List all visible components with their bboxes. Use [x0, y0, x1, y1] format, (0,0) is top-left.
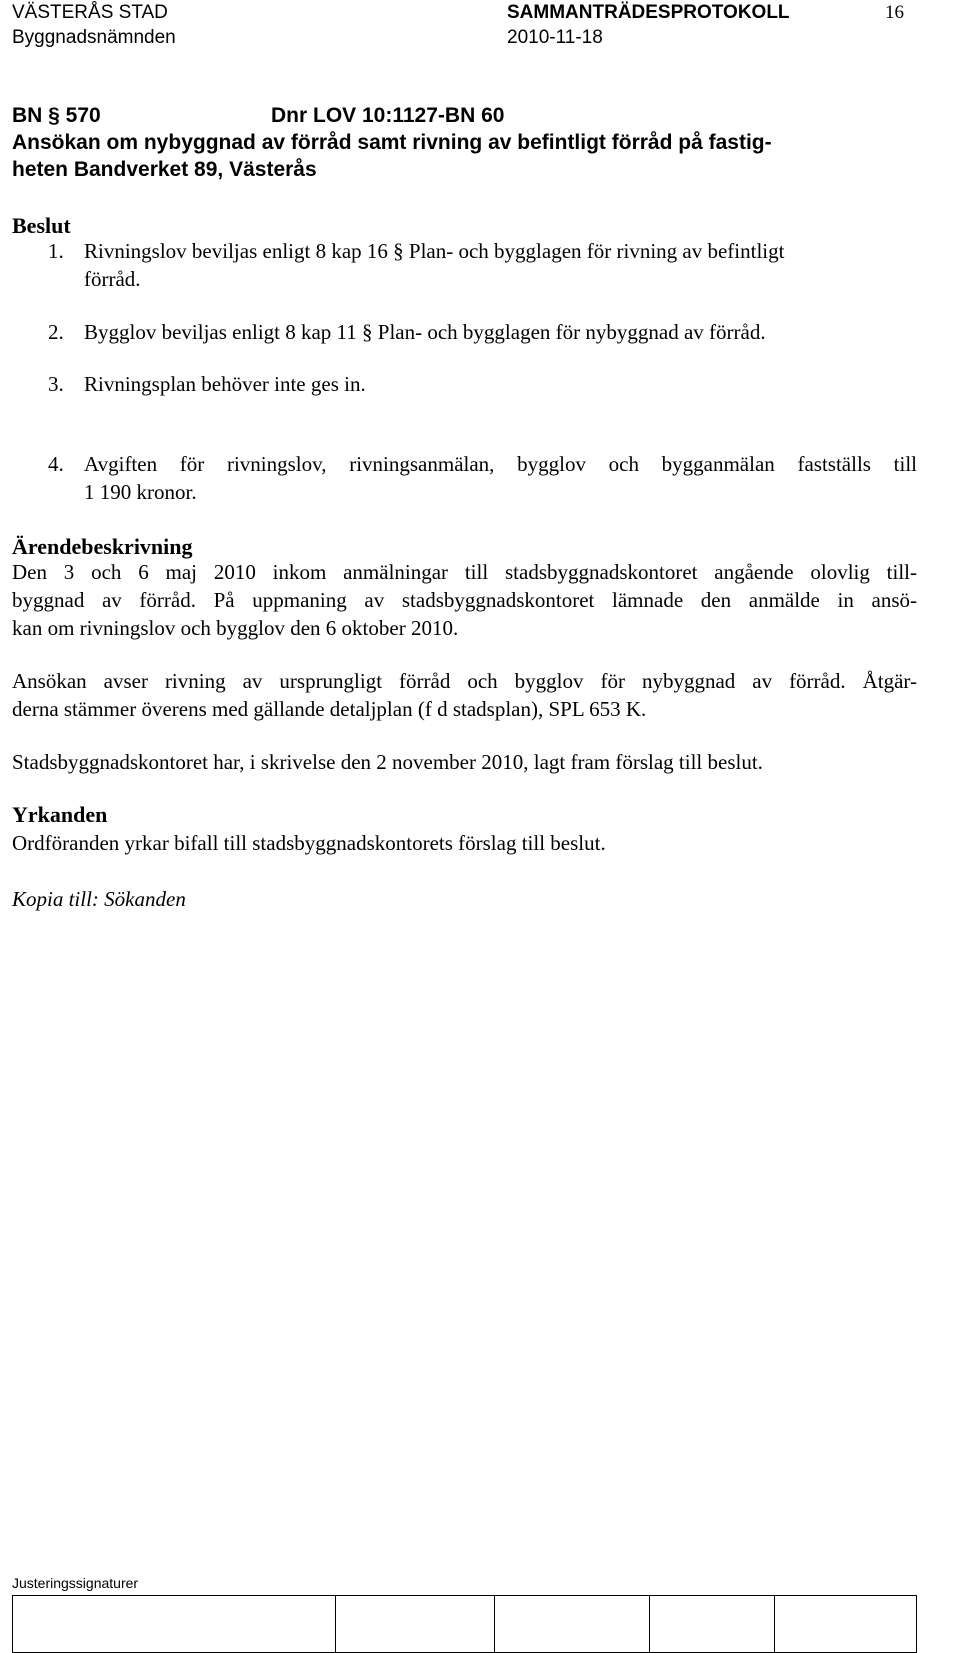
case-number: BN § 570	[12, 104, 101, 127]
decision-number: 2.	[48, 320, 64, 344]
section-heading-yrkanden: Yrkanden	[12, 802, 108, 827]
signature-cell[interactable]	[650, 1596, 775, 1653]
paragraph-line: byggnad av förråd. På uppmaning av stadsbyggnadskontoret lämnade den anmälde in ansö-	[12, 588, 917, 612]
decision-text-line: Rivningsplan behöver inte ges in.	[84, 372, 366, 396]
decision-text-line: Rivningslov beviljas enligt 8 kap 16 § Plan- och bygglagen för rivning av befintligt	[84, 239, 785, 263]
org-name: VÄSTERÅS STAD	[12, 2, 168, 23]
section-heading-arendebeskrivning: Ärendebeskrivning	[12, 534, 193, 559]
case-title-line: Ansökan om nybyggnad av förråd samt rivning av befintligt förråd på fastig-	[12, 131, 772, 154]
paragraph-line: Ansökan avser rivning av ursprungligt förråd och bygglov för nybyggnad av förråd. Åtgär-	[12, 669, 917, 693]
copy-to: Kopia till: Sökanden	[12, 887, 186, 911]
signature-label: Justeringssignaturer	[12, 1575, 139, 1591]
signature-cell[interactable]	[495, 1596, 650, 1653]
decision-item	[0, 370, 960, 400]
document-type: SAMMANTRÄDESPROTOKOLL	[507, 2, 790, 23]
signature-table	[12, 1595, 917, 1653]
case-dnr: Dnr LOV 10:1127-BN 60	[271, 104, 505, 127]
decision-number: 4.	[48, 452, 64, 476]
paragraph-line: kan om rivningslov och bygglov den 6 oktober 2010.	[12, 616, 459, 640]
page-number: 16	[885, 2, 904, 23]
case-title-line: heten Bandverket 89, Västerås	[12, 158, 317, 181]
description-paragraph	[12, 558, 917, 642]
decision-item	[0, 237, 960, 297]
paragraph-line: Den 3 och 6 maj 2010 inkom anmälningar till stadsbyggnadskontoret angående olovlig till-	[12, 560, 917, 584]
yrkanden-text: Ordföranden yrkar bifall till stadsbyggnadskontorets förslag till beslut.	[12, 831, 606, 855]
decision-number: 1.	[48, 239, 64, 263]
decision-item	[0, 318, 960, 348]
decision-number: 3.	[48, 372, 64, 396]
board-name: Byggnadsnämnden	[12, 27, 176, 48]
meeting-date: 2010-11-18	[507, 27, 603, 48]
decision-text-line: Avgiften för rivningslov, rivningsanmälan, bygglov och bygganmälan fastställs till	[84, 452, 917, 476]
signature-cell[interactable]	[775, 1596, 917, 1653]
description-paragraph	[12, 667, 917, 723]
decision-text-line: Bygglov beviljas enligt 8 kap 11 § Plan- och bygglagen för nybyggnad av förråd.	[84, 320, 766, 344]
signature-cell[interactable]	[336, 1596, 495, 1653]
paragraph-line: derna stämmer överens med gällande detaljplan (f d stadsplan), SPL 653 K.	[12, 697, 647, 721]
case-title-block	[12, 102, 942, 183]
decision-item	[0, 450, 960, 510]
decision-text-line: förråd.	[84, 267, 141, 291]
decision-text-line: 1 190 kronor.	[84, 480, 197, 504]
section-heading-beslut: Beslut	[12, 213, 71, 238]
description-paragraph: Stadsbyggnadskontoret har, i skrivelse den 2 november 2010, lagt fram förslag till beslut.	[12, 750, 763, 774]
signature-cell[interactable]	[13, 1596, 336, 1653]
